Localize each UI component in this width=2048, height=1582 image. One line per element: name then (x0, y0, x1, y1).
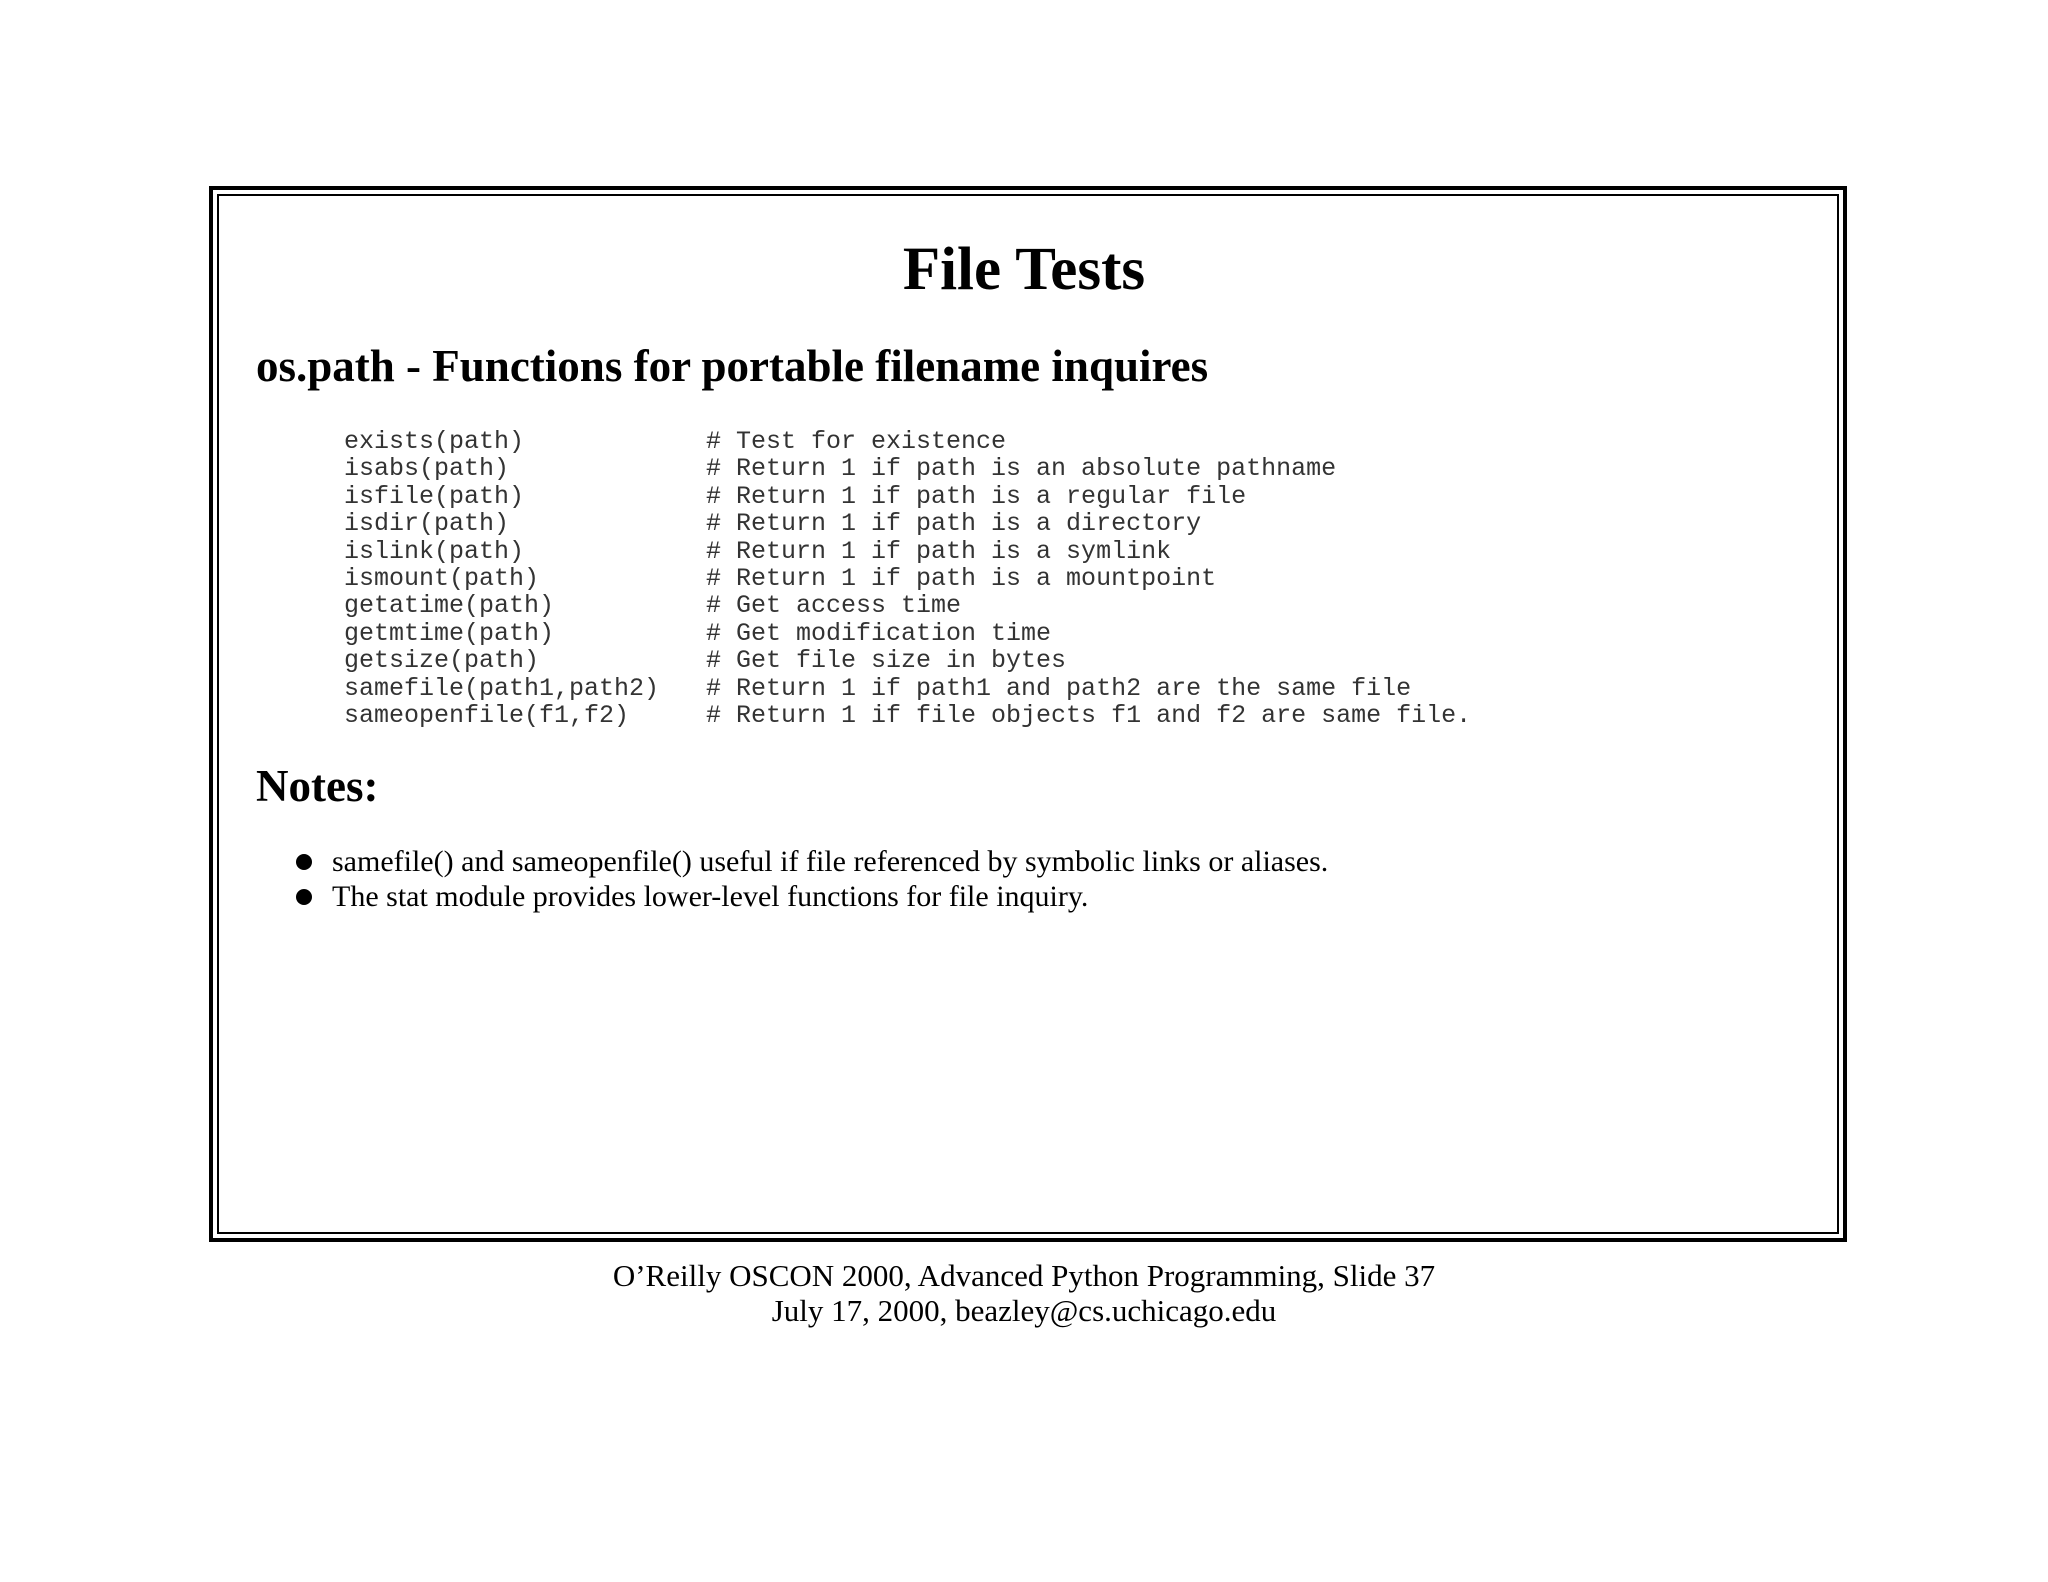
slide-title: File Tests (902, 236, 1146, 303)
code-line (344, 647, 1471, 674)
code-line (344, 538, 1471, 565)
code-line (344, 483, 1471, 510)
notes-list (292, 844, 1328, 914)
slide-footer (0, 1258, 2048, 1328)
code-comment: # Get file size in bytes (706, 646, 1067, 676)
list-item (292, 879, 1328, 914)
code-comment: # Get access time (706, 591, 962, 621)
code-line (344, 510, 1471, 537)
slide-subtitle: os.path - Functions for portable filename inquires (256, 341, 1209, 391)
code-function: isfile(path) (344, 481, 525, 511)
note-text: The stat module provides lower-level functions for file inquiry. (332, 880, 1089, 913)
code-line (344, 620, 1471, 647)
code-function: exists(path) (344, 427, 525, 456)
code-function: samefile(path1,path2) (344, 673, 660, 703)
code-function: sameopenfile(f1,f2) (344, 700, 630, 730)
code-function: islink(path) (344, 536, 525, 566)
code-line (344, 592, 1471, 619)
code-function: isdir(path) (344, 509, 510, 539)
code-comment: # Return 1 if path is an absolute pathname (706, 454, 1337, 484)
code-line (344, 455, 1471, 482)
footer-conference-line: O’Reilly OSCON 2000, Advanced Python Programming, Slide 37 (612, 1258, 1436, 1293)
list-item (292, 844, 1328, 879)
code-comment: # Return 1 if path is a directory (706, 509, 1202, 539)
code-function: getsize(path) (344, 646, 540, 676)
note-text: samefile() and sameopenfile() useful if file referenced by symbolic links or aliases. (332, 845, 1329, 878)
code-comment: # Return 1 if path is a symlink (706, 536, 1172, 566)
code-comment: # Test for existence (706, 427, 1007, 456)
code-function: ismount(path) (344, 563, 540, 593)
code-comment: # Return 1 if file objects f1 and f2 are same file. (706, 700, 1472, 730)
code-comment: # Return 1 if path is a regular file (706, 481, 1247, 511)
bullet-icon (296, 854, 312, 870)
code-comment: # Return 1 if path1 and path2 are the same file (706, 673, 1412, 703)
code-function: getmtime(path) (344, 618, 555, 648)
code-line (344, 565, 1471, 592)
footer-date-email-line: July 17, 2000, beazley@cs.uchicago.edu (771, 1293, 1277, 1328)
code-comment: # Return 1 if path is a mountpoint (706, 563, 1217, 593)
code-line (344, 675, 1471, 702)
code-line (344, 428, 1471, 455)
code-function: isabs(path) (344, 454, 510, 484)
bullet-icon (296, 889, 312, 905)
code-function: getatime(path) (344, 591, 555, 621)
code-block (344, 428, 1471, 729)
code-comment: # Get modification time (706, 618, 1052, 648)
code-line (344, 702, 1471, 729)
notes-heading: Notes: (256, 761, 379, 811)
